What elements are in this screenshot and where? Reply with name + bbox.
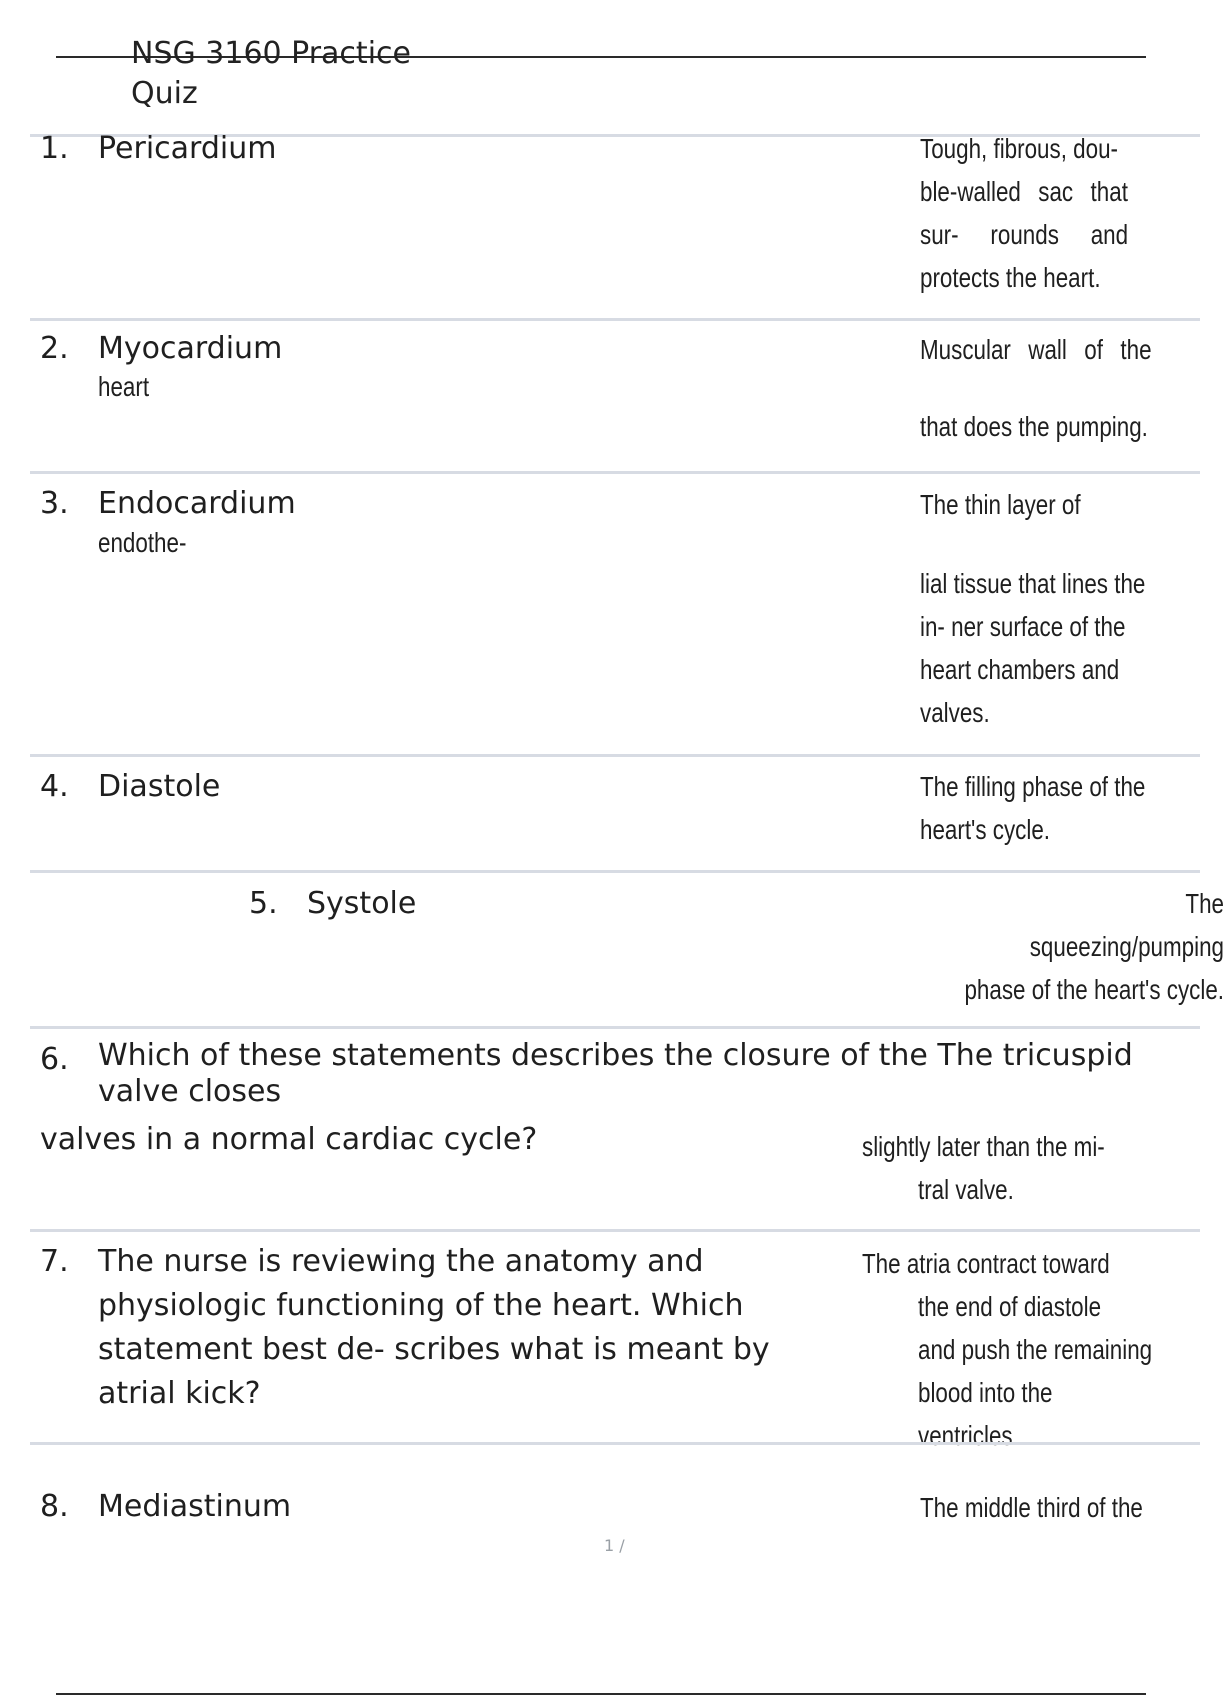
item-number: 7. <box>40 1244 69 1279</box>
footer-rule <box>56 1693 1146 1695</box>
item-question: Which of these statements describes the closure of the The tricuspid valve closes <box>98 1038 1133 1109</box>
row-divider <box>30 471 1200 474</box>
item-term: Endocardium <box>98 486 296 521</box>
item-term-continuation: endothe- <box>98 527 187 558</box>
item-answer: The middle third of the <box>920 1492 1143 1523</box>
item-term: Pericardium <box>98 131 277 166</box>
title-line-1: NSG 3160 Practice <box>131 36 411 71</box>
item-term: Mediastinum <box>98 1489 292 1524</box>
item-number: 8. <box>40 1489 69 1524</box>
item-number: 5. <box>249 886 278 921</box>
row-divider <box>30 318 1200 321</box>
quiz-item-1 <box>0 128 1200 348</box>
item-question: The nurse is reviewing the anatomy and physiologic functioning of the heart. Which statement best de- scribes what is meant by atrial kick? <box>98 1244 770 1411</box>
row-divider <box>30 1442 1200 1445</box>
row-divider <box>30 1026 1200 1029</box>
row-divider <box>30 754 1200 757</box>
row-divider <box>30 870 1200 873</box>
quiz-item-7 <box>0 1230 1200 1451</box>
title-line-2: Quiz <box>131 76 198 111</box>
item-question-continuation: valves in a normal cardiac cycle? <box>40 1122 538 1157</box>
item-number: 2. <box>40 331 69 366</box>
item-answer: The atria contract toward the end of diastole and push the remaining blood into the ventricles. <box>862 1248 1153 1451</box>
item-answer: Tough, fibrous, dou- ble-walled sac that sur- rounds and protects the heart. <box>920 133 1129 293</box>
item-answer: The filling phase of the heart's cycle. <box>920 771 1146 845</box>
item-term: Diastole <box>98 769 221 804</box>
item-answer: The squeezing/pumping phase of the heart's cycle. <box>964 888 1224 1005</box>
item-number: 6. <box>40 1042 69 1077</box>
item-number: 3. <box>40 486 69 521</box>
page-number: 1 / <box>604 1536 625 1555</box>
item-answer: Muscular wall of the that does the pumping. <box>920 334 1152 442</box>
item-number: 4. <box>40 769 69 804</box>
item-number: 1. <box>40 131 69 166</box>
item-answer: The thin layer of lial tissue that lines the in- ner surface of the heart chambers and valves. <box>920 489 1146 728</box>
document-title <box>131 34 461 114</box>
item-term: Systole <box>307 886 417 921</box>
item-term-continuation: heart <box>98 371 150 402</box>
item-answer: slightly later than the mi- tral valve. <box>862 1131 1105 1205</box>
item-term: Myocardium <box>98 331 283 366</box>
